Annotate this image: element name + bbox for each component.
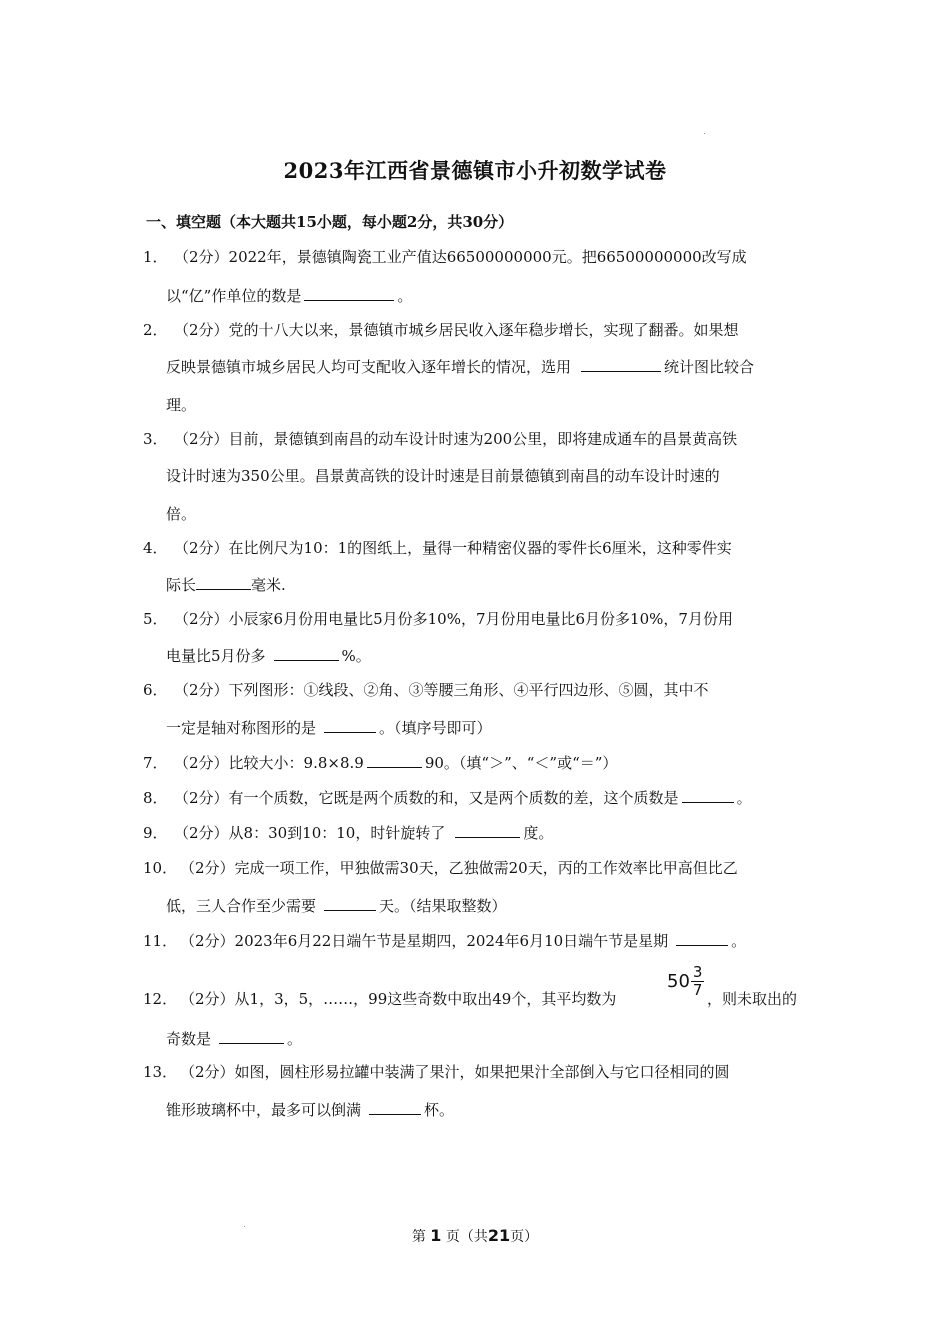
question-text: （2分）比较大小：9.8×8.9 (174, 754, 364, 772)
question-text: （2分）下列图形：①线段、②角、③等腰三角形、④平行四边形、⑤圆，其中不 (174, 681, 709, 699)
question-number: 3． (143, 430, 168, 448)
question-text: （2分）2022年，景德镇陶瓷工业产值达66500000000元。把66500000000改写成 (174, 248, 747, 266)
question-text: 锥形玻璃杯中，最多可以倒满 (166, 1101, 362, 1119)
question-number: 1． (143, 248, 168, 266)
question-5-line-2 (166, 645, 371, 666)
question-3-line-3: 倍。 (166, 505, 197, 523)
question-number: 8． (143, 789, 168, 807)
question-text-row (180, 930, 746, 951)
question-text: 反映景德镇市城乡居民人均可支配收入逐年增长的情况，选用 (166, 358, 572, 376)
mixed-fraction (667, 964, 704, 999)
scan-speck (244, 1226, 245, 1227)
question-text: （2分）在比例尺为10：1的图纸上，量得一种精密仪器的零件长6厘米，这种零件实 (174, 539, 732, 557)
question-number: 9． (143, 824, 168, 842)
question-text: 度。 (523, 824, 554, 842)
answer-blank[interactable] (367, 753, 422, 768)
question-text: （2分）党的十八大以来，景德镇市城乡居民收入逐年稳步增长，实现了翻番。如果想 (174, 321, 739, 339)
question-text: （2分）完成一项工作，甲独做需30天，乙独做需20天，丙的工作效率比甲高但比乙 (180, 859, 738, 877)
fraction-display (667, 964, 704, 999)
question-text: 。 (736, 789, 752, 807)
question-number: 11． (143, 932, 178, 950)
question-text-row (174, 752, 617, 773)
page-footer (0, 1226, 950, 1246)
question-number: 13． (143, 1063, 178, 1081)
question-text: 杯。 (424, 1101, 455, 1119)
question-text-row (180, 988, 616, 1009)
scan-speck (704, 133, 705, 134)
question-2-line-3: 理。 (166, 396, 197, 414)
answer-blank[interactable] (455, 823, 520, 838)
question-text: （2分）从1，3，5，……，99这些奇数中取出49个，其平均数为 (180, 990, 617, 1008)
question-number: 12． (143, 990, 178, 1008)
question-text: 低，三人合作至少需要 (166, 897, 317, 915)
question-text: 天。（结果取整数） (379, 897, 507, 915)
answer-blank[interactable] (369, 1100, 421, 1115)
answer-blank[interactable] (219, 1029, 284, 1044)
fraction-whole: 50 (667, 971, 690, 992)
question-text: 以“亿”作单位的数是 (166, 287, 302, 305)
question-number: 2． (143, 321, 168, 339)
answer-blank[interactable] (324, 718, 376, 733)
question-text: （2分）如图，圆柱形易拉罐中装满了果汁，如果把果汁全部倒入与它口径相同的圆 (180, 1063, 730, 1081)
question-number: 7． (143, 754, 168, 772)
question-text: 。（填序号即可） (379, 719, 492, 737)
question-text: %。 (341, 647, 371, 665)
question-text: （2分）小辰家6月份用电量比5月份多10%，7月份用电量比6月份多10%，7月份用 (174, 610, 733, 628)
fraction-denominator: 7 (692, 981, 703, 999)
fraction (691, 964, 705, 999)
answer-blank[interactable] (581, 357, 661, 372)
question-text: 电量比5月份多 (166, 647, 266, 665)
question-text: （2分）目前，景德镇到南昌的动车设计时速为200公里，即将建成通车的昌景黄高铁 (174, 430, 738, 448)
question-text: 毫米. (251, 576, 286, 594)
footer-text: 页） (510, 1229, 539, 1245)
exam-title: 2023年江西省景德镇市小升初数学试卷 (283, 158, 667, 183)
question-number: 10． (143, 859, 178, 877)
question-3-line-2: 设计时速为350公里。昌景黄高铁的设计时速是目前景德镇到南昌的动车设计时速的 (166, 467, 720, 485)
question-2-line-2 (166, 356, 754, 377)
question-1-line-2 (166, 285, 412, 306)
question-10-line-2 (166, 895, 507, 916)
question-4-line-2 (166, 574, 286, 595)
question-text: 。 (731, 932, 747, 950)
answer-blank[interactable] (676, 931, 728, 946)
answer-blank[interactable] (274, 646, 339, 661)
question-text: 。 (397, 287, 413, 305)
footer-text: 第 (411, 1229, 426, 1245)
question-text: 一定是轴对称图形的是 (166, 719, 317, 737)
answer-blank[interactable] (682, 788, 734, 803)
question-6-line-2 (166, 717, 492, 738)
question-text: （2分）有一个质数，它既是两个质数的和，又是两个质数的差，这个质数是 (174, 789, 679, 807)
section-heading: 一、填空题（本大题共15小题，每小题2分，共30分） (146, 213, 514, 231)
footer-text: 页（共 (445, 1229, 488, 1245)
fraction-numerator: 3 (692, 963, 703, 981)
total-pages: 21 (487, 1226, 511, 1245)
question-text: （2分）2023年6月22日端午节是星期四，2024年6月10日端午节是星期 (180, 932, 669, 950)
question-12-line-2 (166, 1028, 302, 1049)
answer-blank[interactable] (196, 575, 251, 590)
answer-blank[interactable] (324, 896, 376, 911)
question-text: 。 (287, 1030, 303, 1048)
question-13-line-2 (166, 1099, 454, 1120)
question-12-tail: ，则未取出的 (707, 990, 798, 1008)
question-number: 4． (143, 539, 168, 557)
page-number: 1 (430, 1226, 442, 1245)
question-text: （2分）从8：30到10：10，时针旋转了 (174, 824, 446, 842)
question-text: 奇数是 (166, 1030, 212, 1048)
question-text-row (174, 822, 553, 843)
question-text: 际长 (166, 576, 197, 594)
question-text-row (174, 787, 752, 808)
question-number: 5． (143, 610, 168, 628)
question-number: 6． (143, 681, 168, 699)
question-text: 统计图比较合 (664, 358, 755, 376)
question-text: 90。（填“＞”、“＜”或“＝”） (424, 754, 618, 772)
answer-blank[interactable] (304, 286, 394, 301)
